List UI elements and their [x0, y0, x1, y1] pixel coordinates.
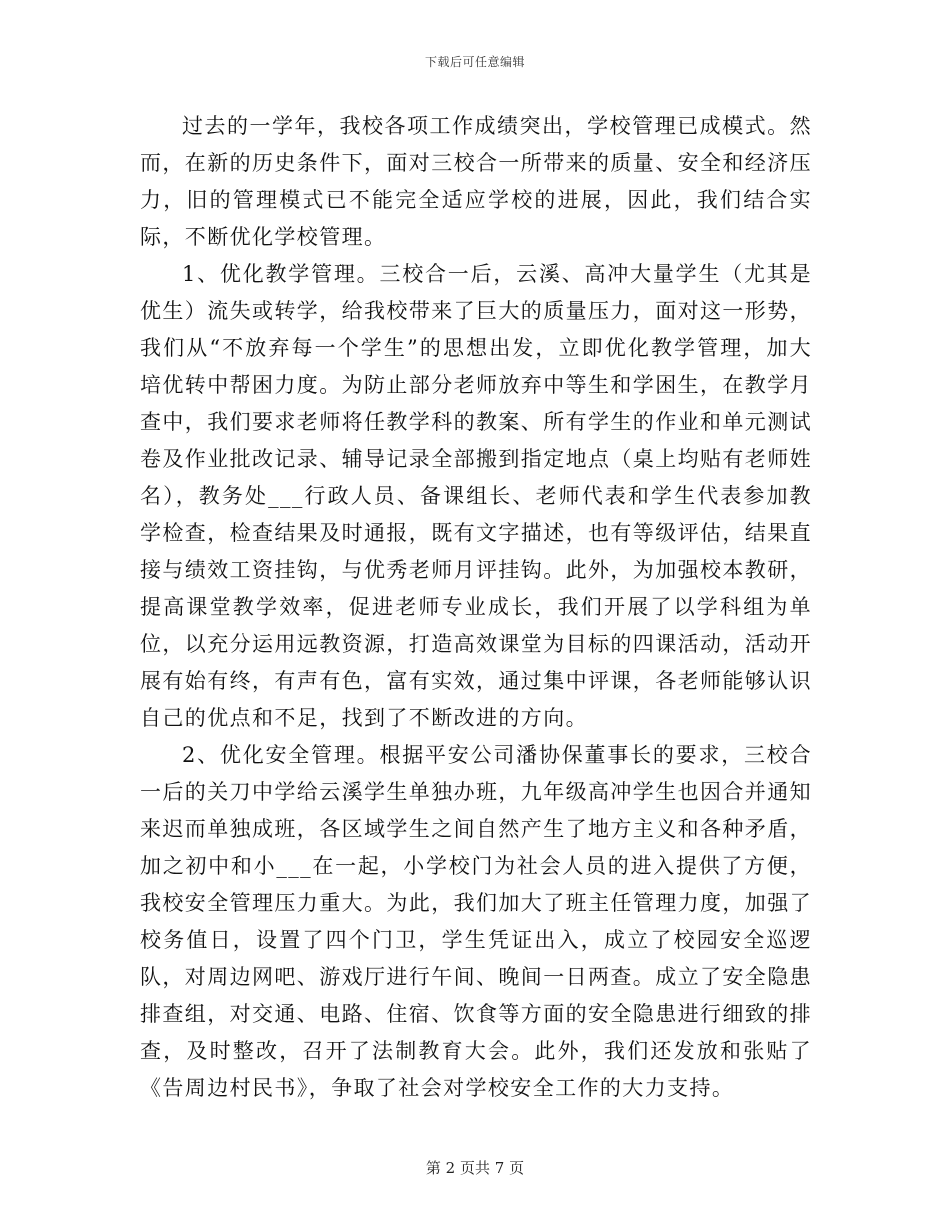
paragraph-safety-management: 2、优化安全管理。根据平安公司潘协保董事长的要求，三校合一后的关刀中学给云溪学生单独办班，九年级高冲学生也因合并通知来迟而单独成班，各区域学生之间自然产生了地方主义和各种矛盾，加之初中和小___在一起，小学校门为社会人员的进入提供了方便，我校安全管理压力重大。为此，我们加大了班主任管理力度，加强了校务值日，设置了四个门卫，学生凭证出入，成立了校园安全巡逻队，对周边网吧、游戏厅进行午间、晚间一日两查。成立了安全隐患排查组，对交通、电路、住宿、饮食等方面的安全隐患进行细致的排查，及时整改，召开了法制教育大会。此外，我们还发放和张贴了《告周边村民书》，争取了社会对学校安全工作的大力支持。	[140, 743, 812, 1100]
page-header-note: 下载后可任意编辑	[424, 55, 525, 69]
paragraph-intro: 过去的一学年，我校各项工作成绩突出，学校管理已成模式。然而，在新的历史条件下，面对三校合一所带来的质量、安全和经济压力，旧的管理模式已不能完全适应学校的进展，因此，我们结合实际，不断优化学校管理。	[140, 114, 812, 249]
document-body	[140, 108, 812, 1107]
page-number-footer: 第 2 页共 7 页	[425, 1159, 525, 1177]
paragraph-teaching-management: 1、优化教学管理。三校合一后，云溪、高冲大量学生（尤其是优生）流失或转学，给我校带来了巨大的质量压力，面对这一形势，我们从“不放弃每一个学生”的思想出发，立即优化教学管理，加大培优转中帮困力度。为防止部分老师放弃中等生和学困生，在教学月查中，我们要求老师将任教学科的教案、所有学生的作业和单元测试卷及作业批改记录、辅导记录全部搬到指定地点（桌上均贴有老师姓名），教务处___行政人员、备课组长、老师代表和学生代表参加教学检查，检查结果及时通报，既有文字描述，也有等级评估，结果直接与绩效工资挂钩，与优秀老师月评挂钩。此外，为加强校本教研，提高课堂教学效率，促进老师专业成长，我们开展了以学科组为单位，以充分运用远教资源，打造高效课堂为目标的四课活动，活动开展有始有终，有声有色，富有实效，通过集中评课，各老师能够认识自己的优点和不足，找到了不断改进的方向。	[140, 262, 812, 730]
